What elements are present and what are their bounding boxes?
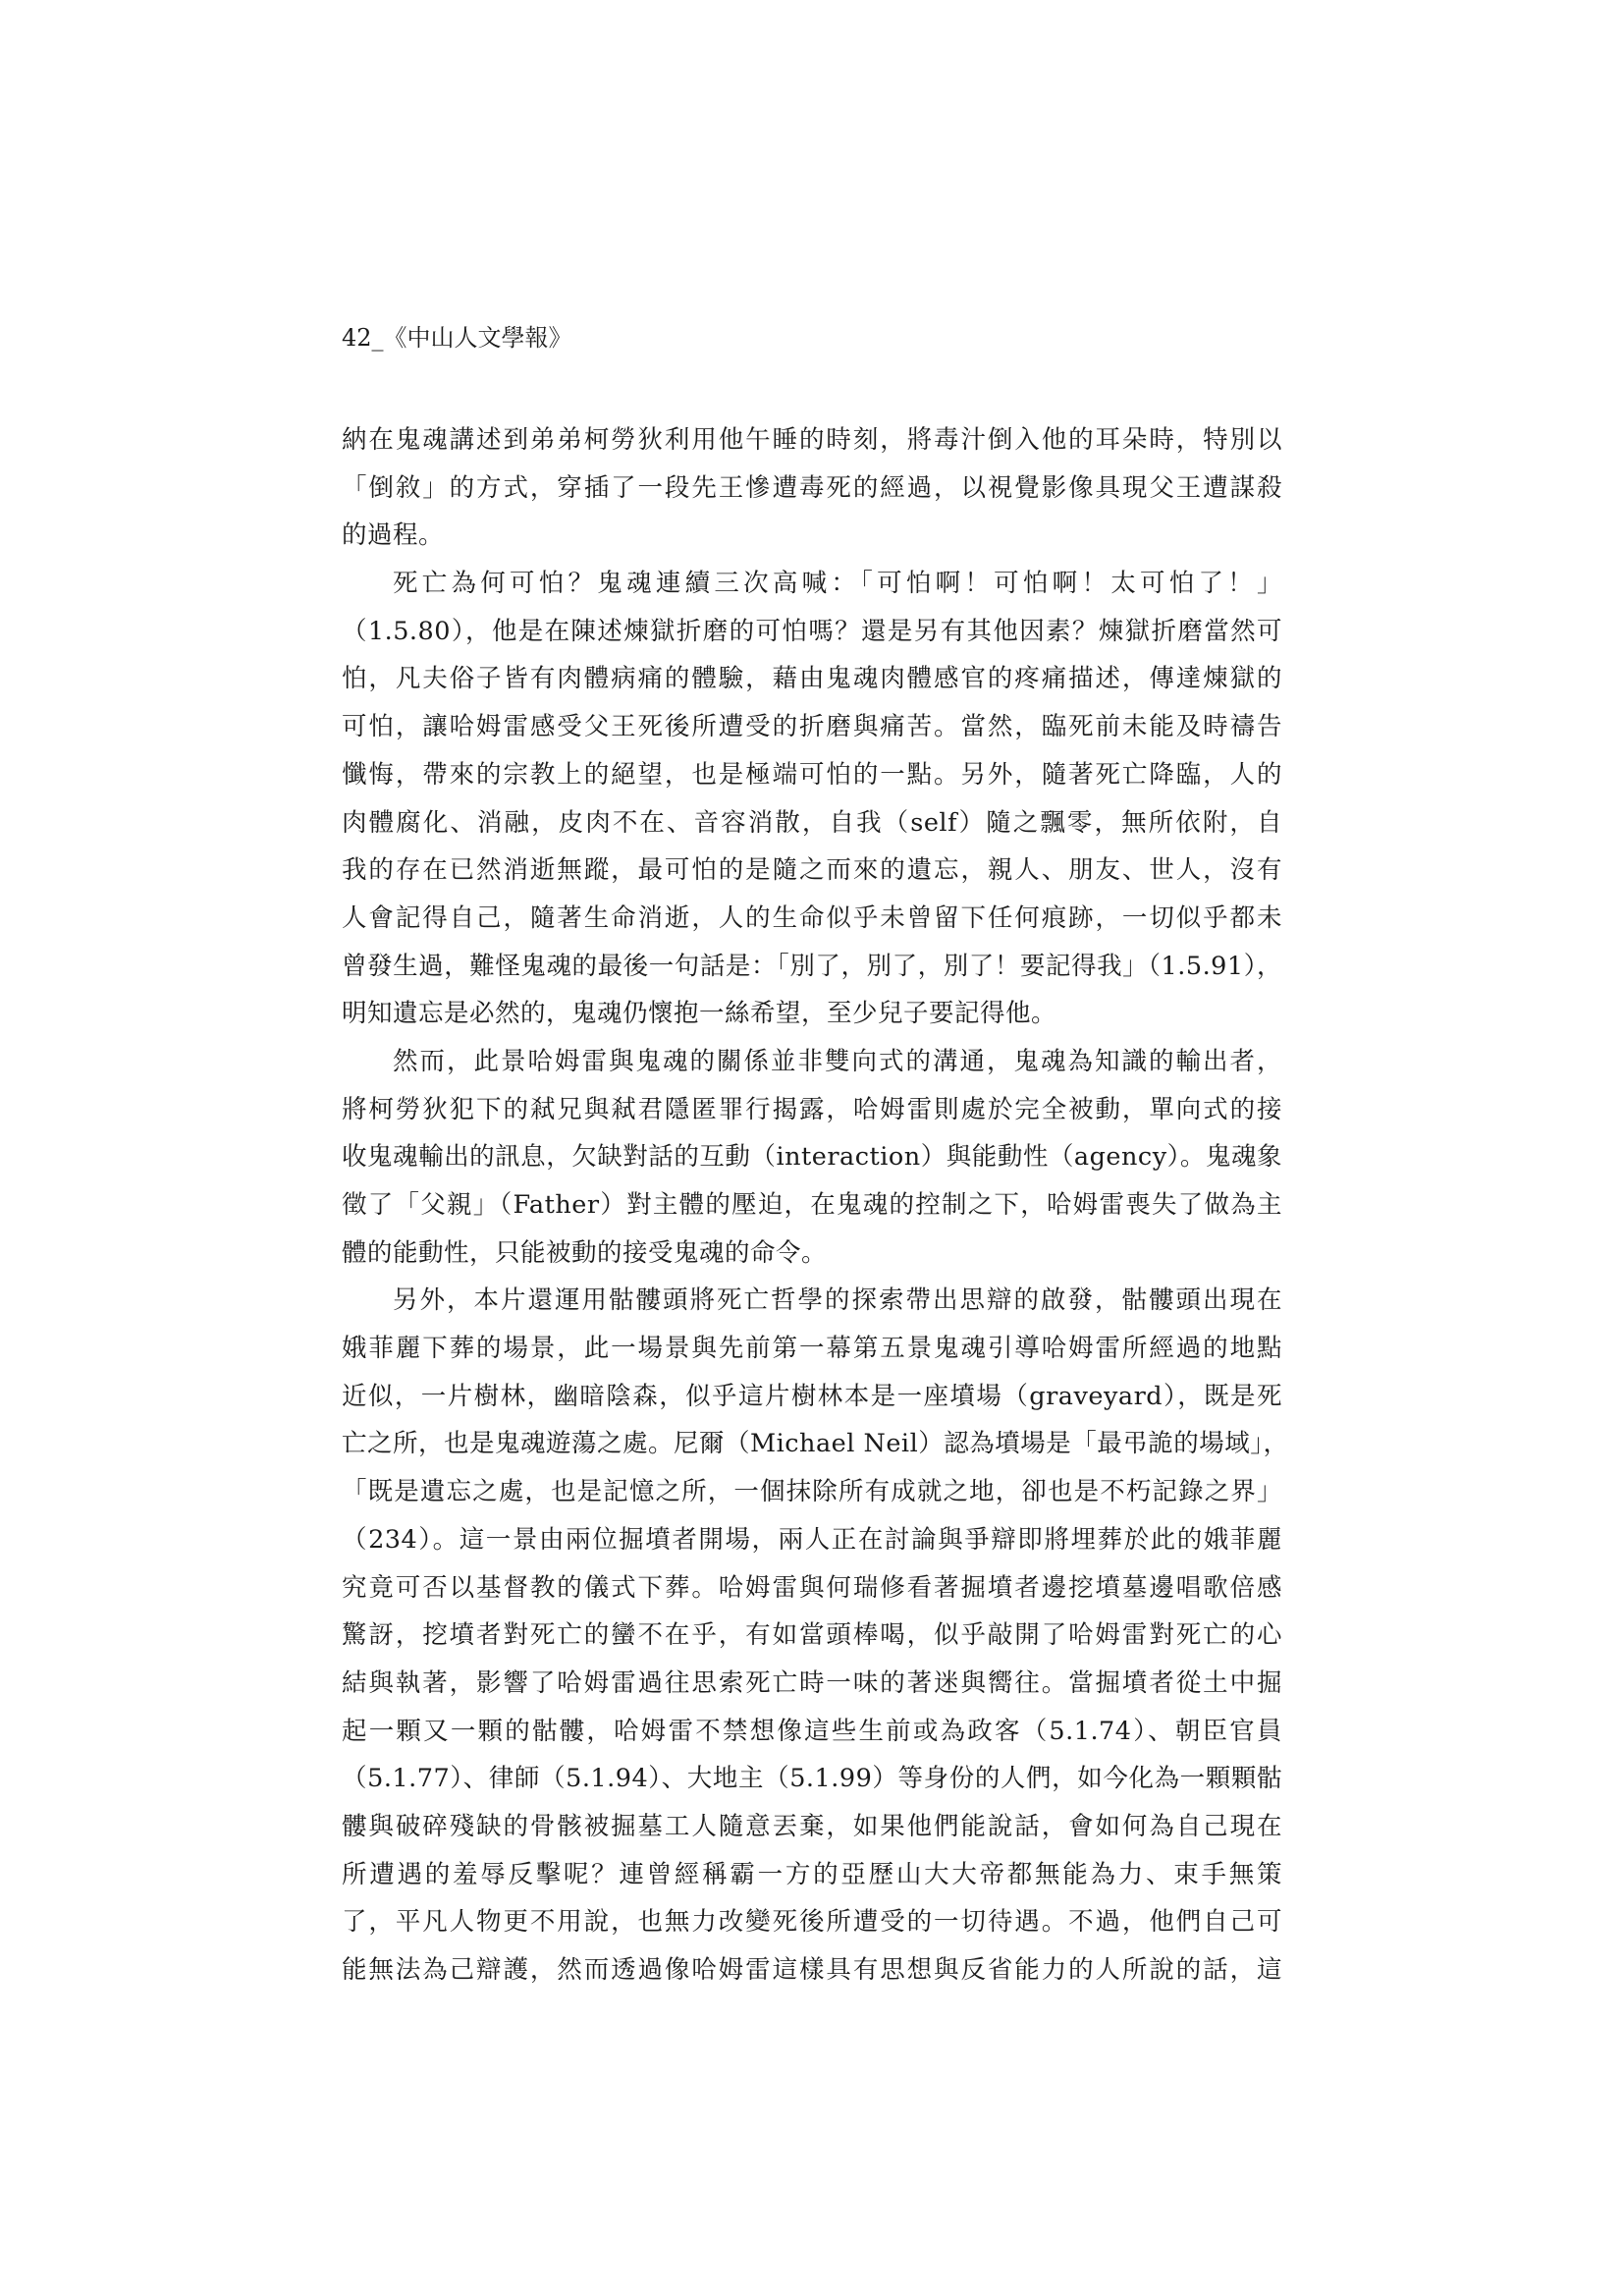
text-line: （1.5.80），他是在陳述煉獄折磨的可怕嗎？還是另有其他因素？煉獄折磨當然可: [342, 616, 1282, 646]
text-line: 能無法為己辯護，然而透過像哈姆雷這樣具有思想與反省能力的人所說的話，這: [342, 1955, 1282, 1985]
text-line: 徵了「父親」（Father）對主體的壓迫，在鬼魂的控制之下，哈姆雷喪失了做為主: [342, 1190, 1282, 1220]
text-line: 收鬼魂輸出的訊息，欠缺對話的互動（interaction）與能動性（agency）。鬼魂象: [342, 1142, 1282, 1173]
text-line: （5.1.77）、律師（5.1.94）、大地主（5.1.99）等身份的人們，如今化為一顆顆骷: [342, 1764, 1282, 1794]
text-line: 肉體腐化、消融，皮肉不在、音容消散，自我（self）隨之飄零，無所依附，自: [342, 807, 1282, 838]
text-line: 另外，本片還運用骷髏頭將死亡哲學的探索帶出思辯的啟發，骷髏頭出現在: [393, 1285, 1282, 1316]
text-line: 結與執著，影響了哈姆雷過往思索死亡時一味的著迷與嚮往。當掘墳者從土中掘: [342, 1667, 1282, 1698]
text-line: 「既是遺忘之處，也是記憶之所，一個抹除所有成就之地，卻也是不朽記錄之界」: [342, 1477, 1282, 1507]
text-line: 「倒敘」的方式，穿插了一段先王慘遭毒死的經過，以視覺影像具現父王遭謀殺: [342, 472, 1282, 503]
text-line: 的過程。: [342, 520, 445, 551]
text-line: 了，平凡人物更不用說，也無力改變死後所遭受的一切待遇。不過，他們自己可: [342, 1907, 1282, 1938]
text-line: 可怕，讓哈姆雷感受父王死後所遭受的折磨與痛苦。當然，臨死前未能及時禱告: [342, 712, 1282, 742]
text-line: 近似，一片樹林，幽暗陰森，似乎這片樹林本是一座墳場（graveyard），既是死: [342, 1381, 1282, 1411]
text-line: 亡之所，也是鬼魂遊蕩之處。尼爾（Michael Neil）認為墳場是「最弔詭的場域」，: [342, 1429, 1289, 1459]
body-text: [342, 416, 1289, 1995]
text-line: 曾發生過，難怪鬼魂的最後一句話是：「別了，別了，別了！要記得我」（1.5.91），: [342, 951, 1282, 981]
text-line: 怕，凡夫俗子皆有肉體病痛的體驗，藉由鬼魂肉體感官的疼痛描述，傳達煉獄的: [342, 664, 1282, 694]
text-line: 驚訝，挖墳者對死亡的蠻不在乎，有如當頭棒喝，似乎敲開了哈姆雷對死亡的心: [342, 1620, 1282, 1651]
text-line: 娥菲麗下葬的場景，此一場景與先前第一幕第五景鬼魂引導哈姆雷所經過的地點: [342, 1334, 1282, 1364]
text-line: 死亡為何可怕？鬼魂連續三次高喊：「可怕啊！可怕啊！太可怕了！」: [393, 569, 1282, 599]
text-line: 納在鬼魂講述到弟弟柯勞狄利用他午睡的時刻，將毒汁倒入他的耳朵時，特別以: [342, 425, 1282, 455]
text-line: 然而，此景哈姆雷與鬼魂的關係並非雙向式的溝通，鬼魂為知識的輸出者，: [393, 1046, 1282, 1076]
text-line: 我的存在已然消逝無蹤，最可怕的是隨之而來的遺忘，親人、朋友、世人，沒有: [342, 855, 1282, 886]
text-line: 人會記得自己，隨著生命消逝，人的生命似乎未曾留下任何痕跡，一切似乎都未: [342, 902, 1282, 933]
text-line: 體的能動性，只能被動的接受鬼魂的命令。: [342, 1237, 828, 1268]
text-line: 明知遺忘是必然的，鬼魂仍懷抱一絲希望，至少兒子要記得他。: [342, 999, 1057, 1029]
running-header: 42_《中山人文學報》: [342, 324, 572, 352]
text-line: （234）。這一景由兩位掘墳者開場，兩人正在討論與爭辯即將埋葬於此的娥菲麗: [342, 1524, 1282, 1555]
text-line: 所遭遇的羞辱反擊呢？連曾經稱霸一方的亞歷山大大帝都無能為力、束手無策: [342, 1859, 1282, 1889]
text-line: 究竟可否以基督教的儀式下葬。哈姆雷與何瑞修看著掘墳者邊挖墳墓邊唱歌倍感: [342, 1572, 1282, 1603]
text-line: 起一顆又一顆的骷髏，哈姆雷不禁想像這些生前或為政客（5.1.74）、朝臣官員: [342, 1716, 1282, 1746]
text-line: 懺悔，帶來的宗教上的絕望，也是極端可怕的一點。另外，隨著死亡降臨，人的: [342, 759, 1282, 790]
text-line: 髏與破碎殘缺的骨骸被掘墓工人隨意丟棄，如果他們能說話，會如何為自己現在: [342, 1811, 1282, 1841]
text-line: 將柯勞狄犯下的弒兄與弒君隱匿罪行揭露，哈姆雷則處於完全被動，單向式的接: [342, 1094, 1282, 1124]
